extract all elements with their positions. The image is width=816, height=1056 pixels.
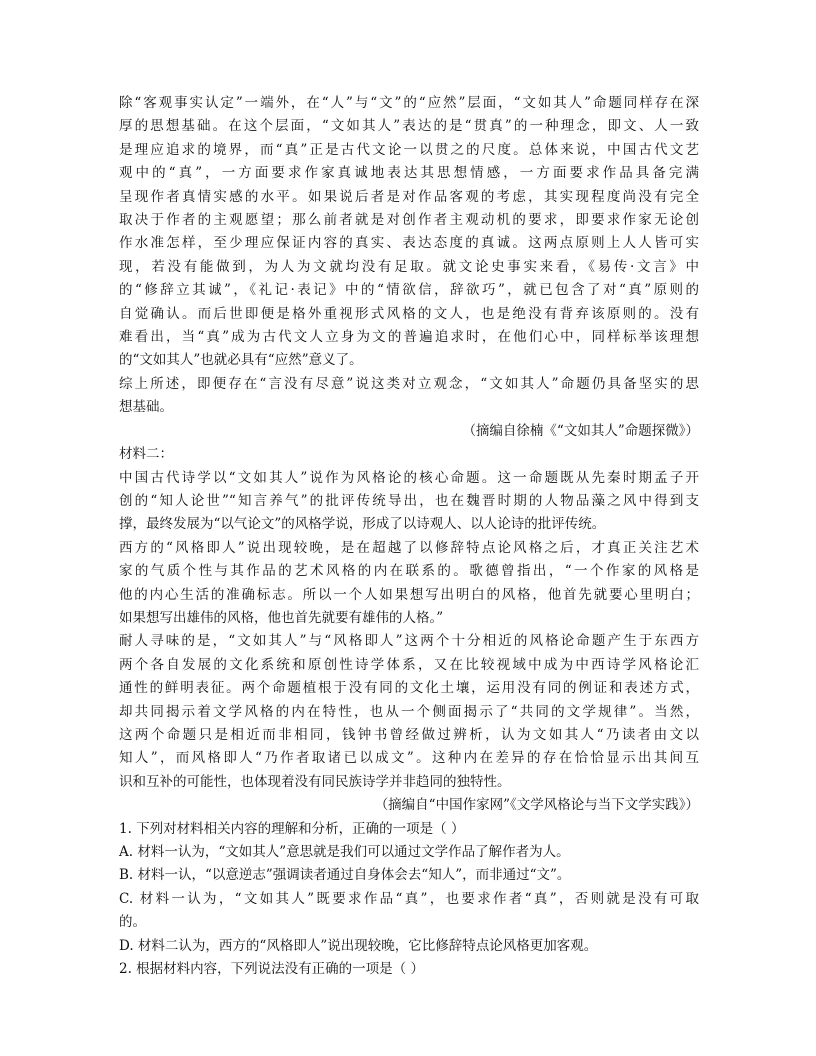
text-line: 是理应追求的境界，而“真”正是古代文论一以贯之的尺度。总体来说，中国古代文艺 xyxy=(119,141,699,158)
material1-source: （摘编自徐楠《“文如其人”命题探微》） xyxy=(462,422,699,439)
material2-paragraph-3 xyxy=(119,630,699,794)
text-line: 中国古代诗学以“文如其人”说作为风格论的核心命题。这一命题既从先秦时期孟子开 xyxy=(119,469,699,486)
text-line: 家的气质个性与其作品的艺术风格的内在联系的。歌德曾指出，“一个作家的风格是 xyxy=(119,563,699,580)
question1-option-c xyxy=(119,888,699,935)
text-line: 西方的“风格即人”说出现较晚，是在超越了以修辞特点论风格之后，才真正关注艺术 xyxy=(119,539,699,556)
text-line: 的“文如其人”也就必具有“应然”意义了。 xyxy=(119,352,363,369)
text-line: 创的“知人论世”“知言养气”的批评传统导出，也在魏晋时期的人物品藻之风中得到支 xyxy=(119,492,699,509)
text-line: 识和互补的可能性，也体现着没有同民族诗学并非趋同的独特性。 xyxy=(119,773,511,790)
material2-source: （摘编自“中国作家网”《文学风格论与当下文学实践》） xyxy=(374,797,699,814)
text-line: 知人”，而风格即人“乃作者取诸已以成文”。这种内在差异的存在恰恰显示出其间互 xyxy=(119,750,699,767)
text-line: 的。 xyxy=(119,914,146,931)
text-line: 的“修辞立其诚”，《礼记·表记》中的“情欲信，辞欲巧”，就已包含了对“真”原则的 xyxy=(119,282,699,299)
text-line: 撑，最终发展为“以气论文”的风格学说，形成了以诗观人、以人论诗的批评传统。 xyxy=(119,516,606,533)
text-line: 耐人寻味的是，“文如其人”与“风格即人”这两个十分相近的风格论命题产生于东西方 xyxy=(119,633,699,650)
text-line: 难看出，当“真”成为古代文人立身为文的普遍追求时，在他们心中，同样标举该理想 xyxy=(119,329,699,346)
text-line: 如果想写出雄伟的风格，他也首先就要有雄伟的人格。” xyxy=(119,609,444,626)
material2-paragraph-2 xyxy=(119,537,699,631)
text-line: 通性的鲜明表征。两个命题植根于没有同的文化土壤，运用没有同的例证和表述方式， xyxy=(119,680,699,697)
text-line: 两个各自发展的文化系统和原创性诗学体系，又在比较视域中成为中西诗学风格论汇 xyxy=(119,656,699,673)
question1-option-b: B. 材料一认，“以意逆志”强调读者通过自身体会去“知人”，而非通过“文”。 xyxy=(119,867,571,884)
material2-paragraph-1 xyxy=(119,467,699,537)
text-line: 想基础。 xyxy=(119,399,173,416)
material1-paragraph-1 xyxy=(119,92,699,373)
text-line: 取决于作者的主观愿望；那么前者就是对创作者主观动机的要求，即要求作家无论创 xyxy=(119,212,699,229)
text-line: 厚的思想基础。在这个层面，“文如其人”表达的是“贯真”的一种理念，即文、人一致 xyxy=(119,118,699,135)
question2-stem: 2. 根据材料内容，下列说法没有正确的一项是（ ） xyxy=(119,961,424,978)
question1-stem: 1. 下列对材料相关内容的理解和分析，正确的一项是（ ） xyxy=(119,820,465,837)
text-line: 却共同揭示着文学风格的内在特性，也从一个侧面揭示了“共同的文学规律”。当然， xyxy=(119,703,699,720)
question1-option-d: D. 材料二认为，西方的“风格即人”说出现较晚，它比修辞特点论风格更加客观。 xyxy=(119,937,598,954)
text-line: 除“客观事实认定”一端外，在“人”与“文”的“应然”层面，“文如其人”命题同样存在深 xyxy=(119,95,699,111)
text-line: 观中的“真”，一方面要求作家真诚地表达其思想情感，一方面要求作品具备完满 xyxy=(119,165,699,182)
material1-paragraph-2 xyxy=(119,373,699,420)
material2-heading: 材料二： xyxy=(119,446,173,463)
text-line: 呈现作者真情实感的水平。如果说后者是对作品客观的考虑，其实现程度尚没有完全 xyxy=(119,188,699,205)
text-line: C. 材料一认为，“文如其人”既要求作品“真”，也要求作者“真”，否则就是没有可取 xyxy=(119,890,699,907)
text-line: 他的内心生活的准确标志。所以一个人如果想写出明白的风格，他首先就要心里明白； xyxy=(119,586,699,603)
document-page xyxy=(119,92,699,981)
text-line: 现，若没有能做到，为人为文就均没有足取。就文论史事实来看，《易传·文言》中 xyxy=(119,258,699,275)
text-line: 综上所述，即便存在“言没有尽意”说这类对立观念，“文如其人”命题仍具备坚实的思 xyxy=(119,375,699,392)
text-line: 自觉确认。而后世即便是格外重视形式风格的文人，也是绝没有背弃该原则的。没有 xyxy=(119,305,699,322)
text-line: 作水准怎样，至少理应保证内容的真实、表达态度的真诚。这两点原则上人人皆可实 xyxy=(119,235,699,252)
question1-option-a: A. 材料一认为，“文如其人”意思就是我们可以通过文学作品了解作者为人。 xyxy=(119,844,570,860)
text-line: 这两个命题只是相近而非相同，钱钟书曾经做过辨析，认为文如其人“乃读者由文以 xyxy=(119,726,699,743)
